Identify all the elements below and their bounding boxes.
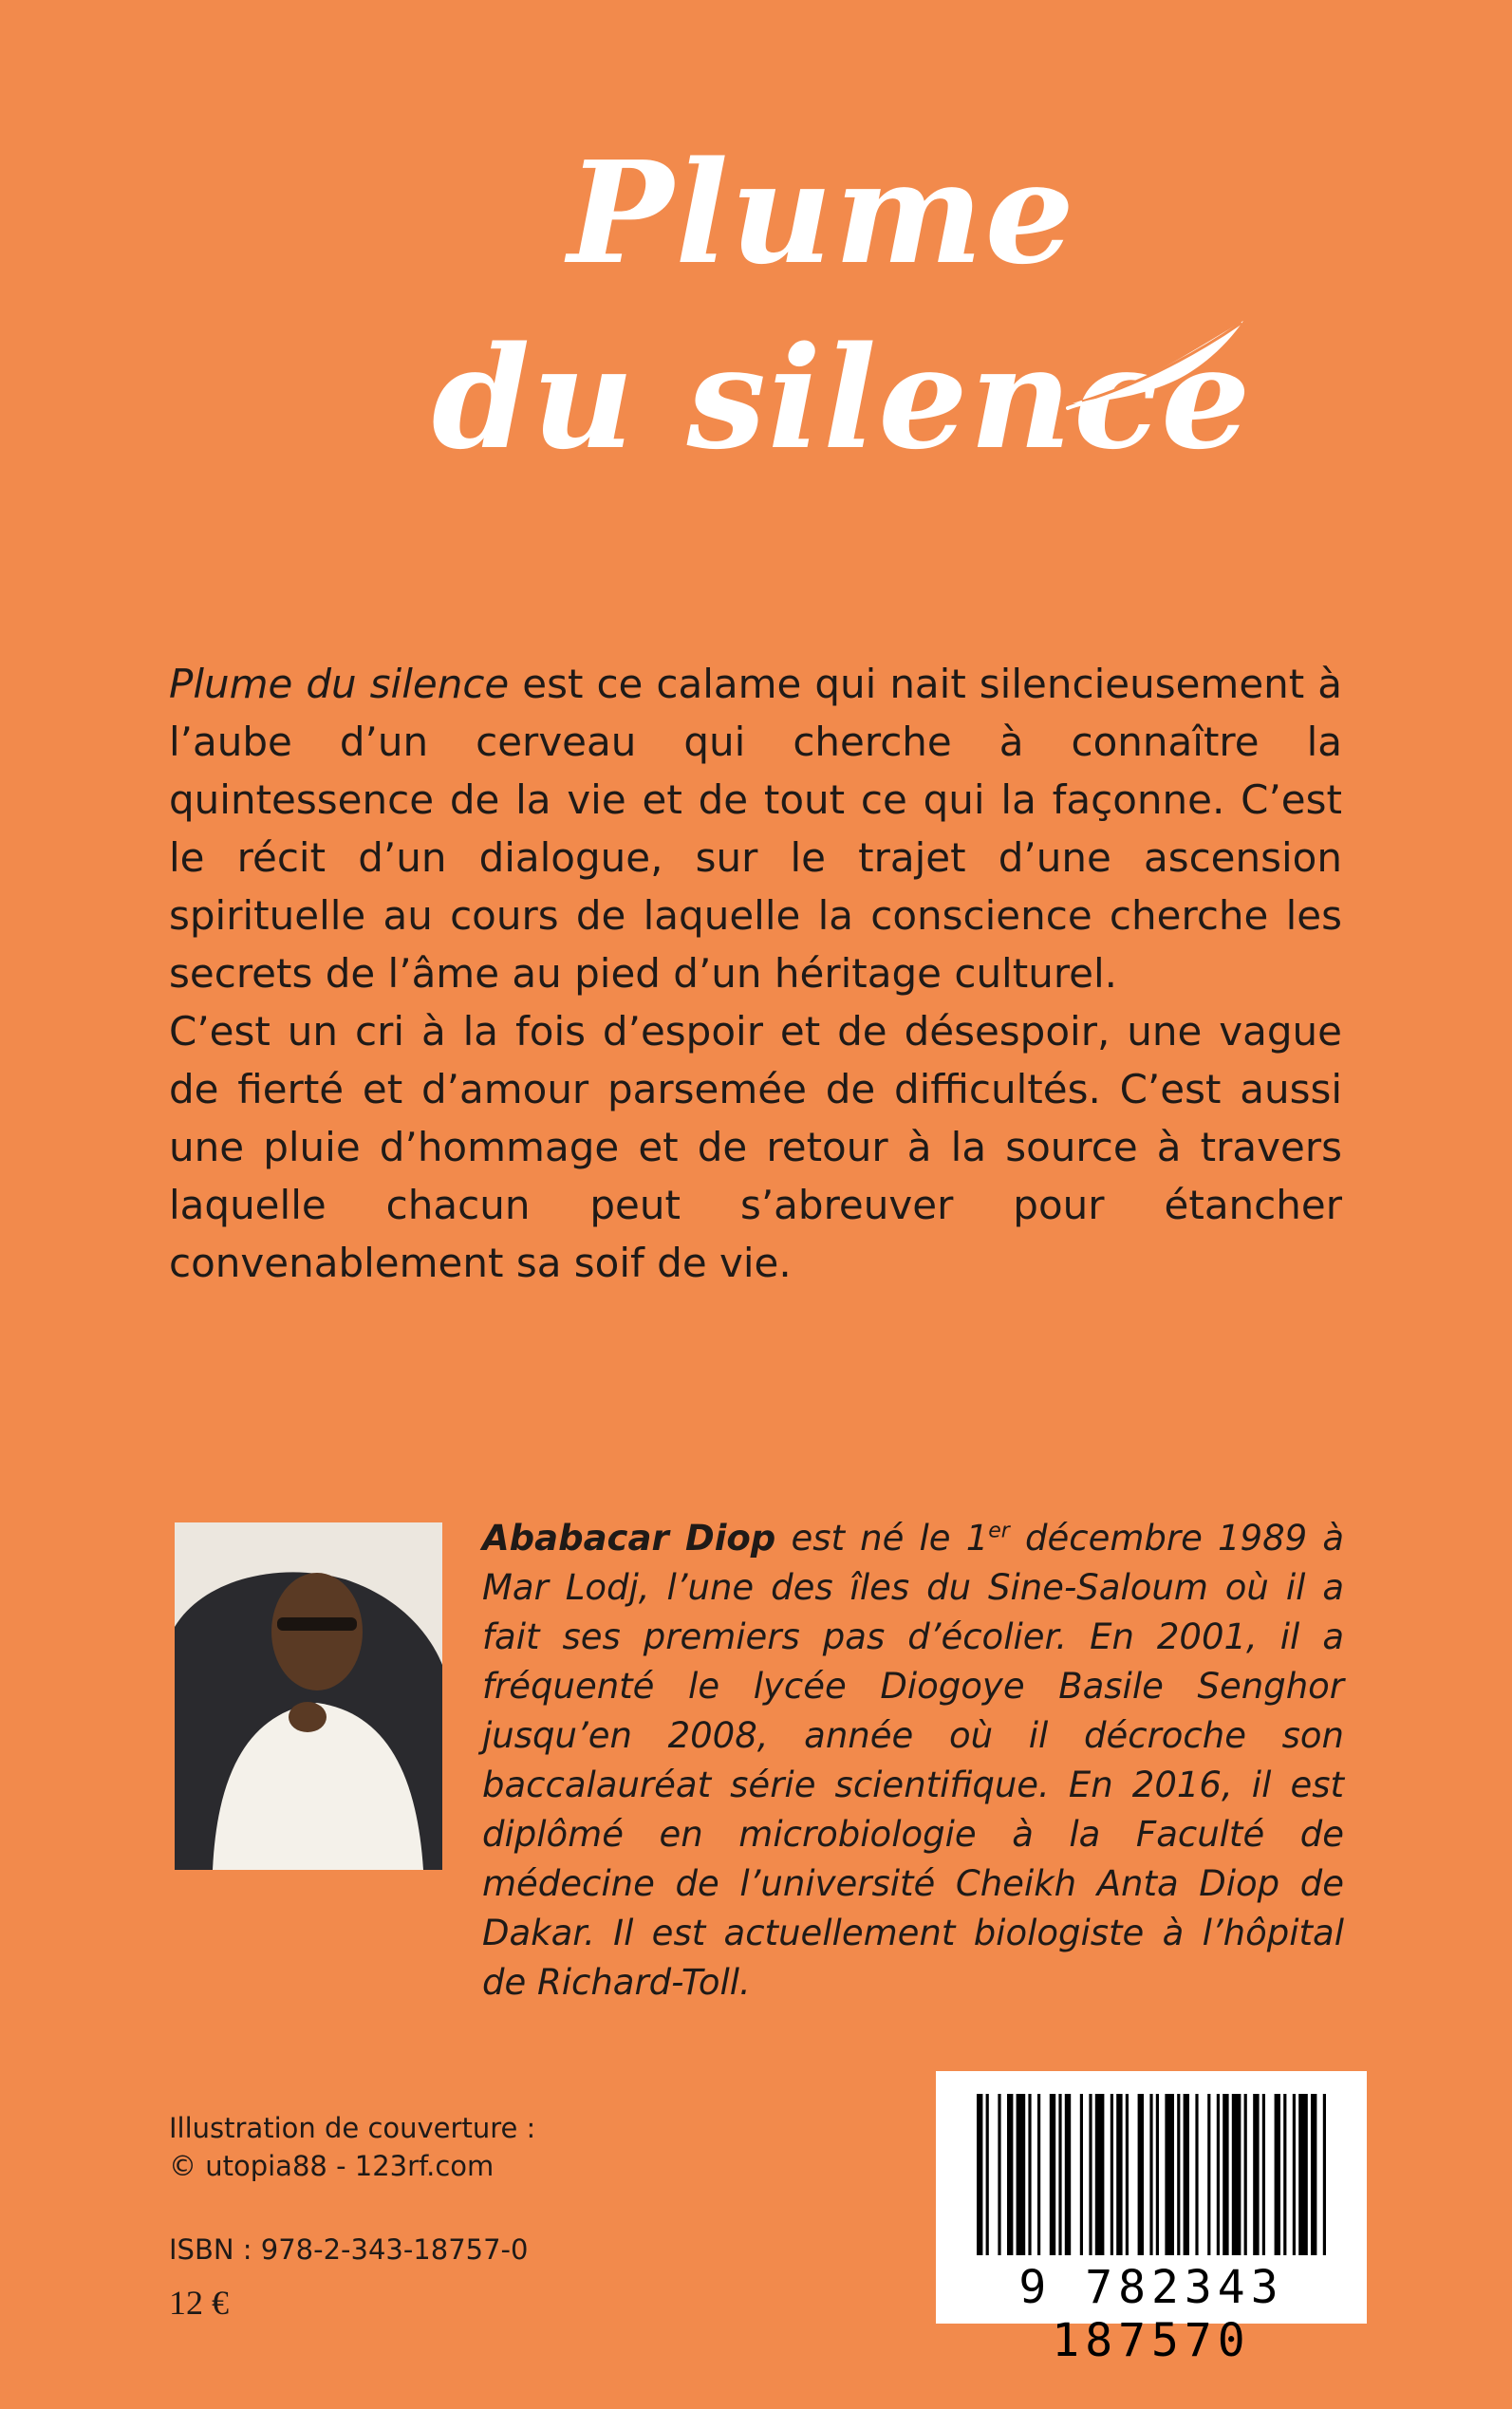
barcode-bar: [1058, 2094, 1061, 2255]
feather-icon: [1063, 313, 1253, 427]
book-title-line2: du silence: [432, 315, 1253, 480]
author-bio-text-2: décembre 1989 à Mar Lodj, l’une des îles du Sine-Saloum où il a fait ses premiers pas d’écolier. En 2001, il a fréquenté le lycée Diogoye Basile Senghor jusqu’en 2008, année où il décroche son baccalauréat série scientifique. En 2016, il est diplômé en microbiologie à la Faculté de médecine de l’université Cheikh Anta Diop de Dakar. Il est actuellement biologiste à l’hôpital de Richard-Toll.: [482, 1518, 1344, 2003]
credit-line-1: Illustration de couverture :: [169, 2112, 536, 2144]
barcode-bar: [1184, 2094, 1189, 2255]
barcode-bar: [1165, 2094, 1174, 2255]
barcode-bar: [1232, 2094, 1241, 2255]
author-bio: [482, 1514, 1344, 2008]
barcode-bar: [1017, 2094, 1026, 2255]
price-text: 12 €: [169, 2284, 229, 2322]
credit-line-2: © utopia88 - 123rf.com: [169, 2150, 495, 2182]
barcode-bar: [1207, 2094, 1210, 2255]
barcode-bar: [998, 2094, 1000, 2255]
author-bio-text-1: est né le 1: [775, 1518, 989, 1559]
barcode-bar: [1177, 2094, 1180, 2255]
barcode-bar: [1275, 2094, 1280, 2255]
barcode-bar: [1149, 2094, 1152, 2255]
barcode-bar: [1065, 2094, 1071, 2255]
barcode-bar: [1126, 2094, 1129, 2255]
illustration-credit: [169, 2109, 535, 2185]
barcode-bar: [1080, 2094, 1083, 2255]
barcode-bar: [1223, 2094, 1228, 2255]
barcode-bar: [1262, 2094, 1265, 2255]
barcode-bar: [1217, 2094, 1220, 2255]
barcode-bar: [1323, 2094, 1326, 2255]
barcode-bar: [1293, 2094, 1296, 2255]
author-first-name: Ababacar: [482, 1518, 669, 1559]
barcode-bar: [1007, 2094, 1013, 2255]
book-title-line1: Plume: [568, 130, 1076, 295]
barcode-bar: [1311, 2094, 1316, 2255]
barcode-bar: [1028, 2094, 1031, 2255]
blurb-paragraph-2: C’est un cri à la fois d’espoir et de désespoir, une vague de fierté et d’amour parsemée de difficultés. C’est aussi une pluie d’hommage et de retour à la source à travers laquelle chacun peut s’abreuver pour étancher convenablement sa soif de vie.: [169, 1008, 1342, 1286]
barcode-bars: [977, 2094, 1326, 2255]
barcode-bar: [1095, 2094, 1105, 2255]
author-photo: [175, 1522, 442, 1870]
barcode-bar: [1089, 2094, 1092, 2255]
author-last-name: Diop: [684, 1518, 776, 1559]
author-name: [482, 1518, 775, 1559]
barcode-bar: [1111, 2094, 1113, 2255]
barcode-bar: [1283, 2094, 1286, 2255]
barcode-bar: [1037, 2094, 1040, 2255]
barcode-bar: [1116, 2094, 1122, 2255]
barcode-bar: [986, 2094, 989, 2255]
isbn-text: ISBN : 978-2-343-18757-0: [169, 2233, 529, 2266]
blurb-title-italic: Plume du silence: [169, 661, 510, 707]
back-cover-blurb: [169, 655, 1342, 1292]
barcode-bar: [1138, 2094, 1144, 2255]
barcode-bar: [977, 2094, 982, 2255]
blurb-paragraph-1: [169, 655, 1342, 1002]
barcode-bar: [1244, 2094, 1247, 2255]
author-bio-superscript: er: [988, 1519, 1010, 1543]
barcode-bar: [1050, 2094, 1055, 2255]
blurb-paragraph-1-text: est ce calame qui nait silencieusement à l’aube d’un cerveau qui cherche à connaître la quintessence de la vie et de tout ce qui la façonne. C’est le récit d’un dialogue, sur le trajet d’une ascension spirituelle au cours de laquelle la conscience cherche les secrets de l’âme au pied d’un héritage culturel.: [169, 661, 1343, 997]
barcode: [936, 2071, 1367, 2367]
barcode-bar: [1195, 2094, 1198, 2255]
barcode-bar: [1253, 2094, 1259, 2255]
barcode-bar: [1298, 2094, 1308, 2255]
barcode-digits: 9 782343 187570: [1018, 2261, 1284, 2367]
barcode-bar: [1156, 2094, 1159, 2255]
